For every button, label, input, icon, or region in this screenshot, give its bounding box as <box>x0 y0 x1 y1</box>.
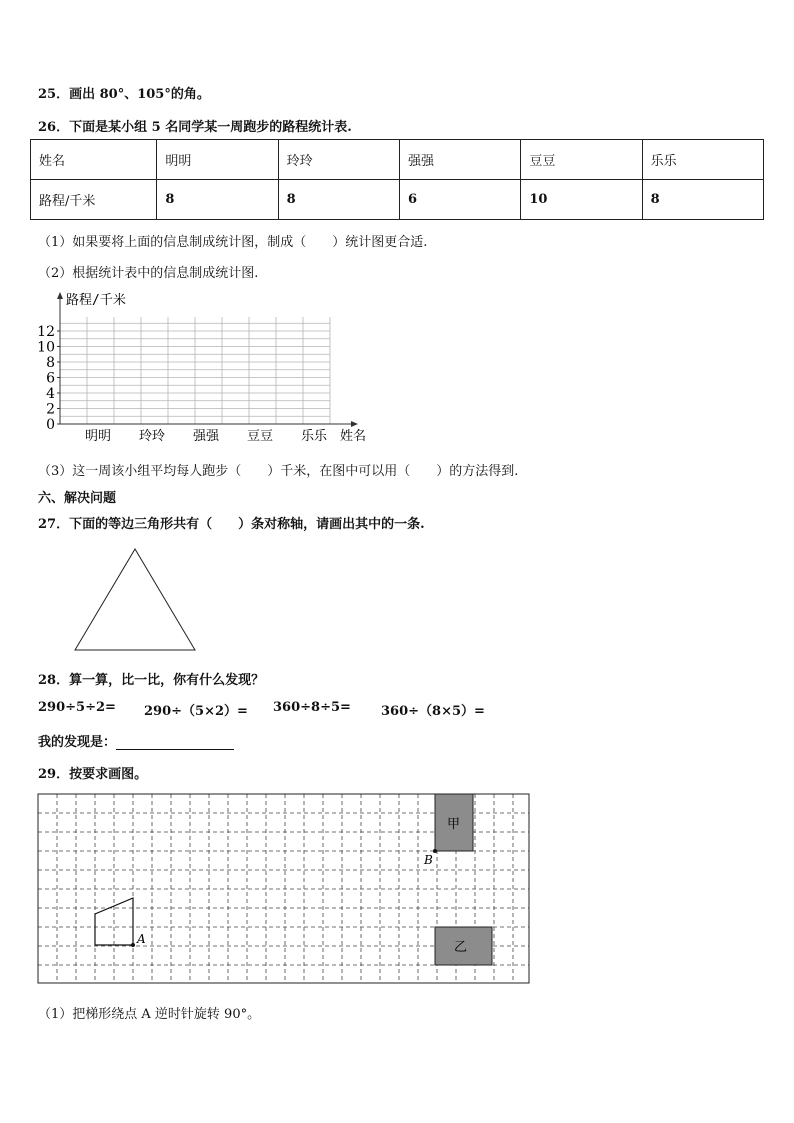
y-tick-label: 8 <box>46 355 55 371</box>
point-a-label: A <box>137 932 146 946</box>
x-category-label: 强强 <box>192 429 220 444</box>
table-cell: 路程/千米 <box>31 180 157 220</box>
x-category-label: 乐乐 <box>300 429 328 444</box>
section-title: 六、解决问题 <box>38 491 117 506</box>
y-tick-label: 0 <box>46 417 55 433</box>
expression-1: 290÷5÷2= <box>38 700 116 715</box>
question-26-sub3: （3）这一周该小组平均每人跑步（ ）千米，在图中可以用（ ）的方法得到. <box>38 464 519 479</box>
question-26-sub1: （1）如果要将上面的信息制成统计图，制成（ ）统计图更合适. <box>38 235 428 250</box>
question-26-sub2: （2）根据统计表中的信息制成统计图. <box>38 266 259 281</box>
table-cell: 姓名 <box>31 140 157 180</box>
table-cell: 10 <box>521 180 642 220</box>
question-27: 27．下面的等边三角形共有（ ）条对称轴，请画出其中的一条. <box>38 517 425 532</box>
point-a <box>131 943 135 947</box>
question-28-title: 28．算一算，比一比，你有什么发现？ <box>38 673 265 688</box>
question-29-sub1: （1）把梯形绕点 A 逆时针旋转 90°。 <box>38 1007 261 1022</box>
question-26-title: 26．下面是某小组 5 名同学某一周跑步的路程统计表. <box>38 120 352 135</box>
x-category-label: 明明 <box>84 429 112 444</box>
y-axis-label: 路程/千米 <box>66 293 126 308</box>
expression-3: 360÷8÷5= <box>273 700 351 715</box>
point-b-label: B <box>424 853 433 867</box>
table-cell: 强强 <box>400 140 521 180</box>
y-tick-label: 12 <box>37 324 55 340</box>
table-cell: 8 <box>278 180 399 220</box>
expression-4: 360÷（8×5）= <box>381 704 485 719</box>
table-cell: 6 <box>400 180 521 220</box>
x-axis-label: 姓名 <box>340 429 367 444</box>
x-category-label: 玲玲 <box>138 429 166 444</box>
table-cell: 8 <box>157 180 278 220</box>
table-cell: 乐乐 <box>642 140 763 180</box>
finding-label: 我的发现是： <box>38 735 117 750</box>
y-tick-label: 10 <box>37 339 55 356</box>
point-b <box>433 849 437 853</box>
question-29-title: 29．按要求画图。 <box>38 767 148 782</box>
table-cell: 豆豆 <box>521 140 642 180</box>
question-25: 25．画出 80°、105°的角。 <box>38 87 210 102</box>
x-category-label: 豆豆 <box>246 429 274 444</box>
y-tick-label: 6 <box>46 370 55 387</box>
expression-2: 290÷（5×2）= <box>144 704 248 719</box>
table-cell: 明明 <box>157 140 278 180</box>
table-cell: 8 <box>642 180 763 220</box>
shape-jia-label: 甲 <box>447 817 461 832</box>
table-cell: 玲玲 <box>278 140 399 180</box>
y-tick-label: 4 <box>46 386 55 402</box>
shape-yi-label: 乙 <box>454 940 468 955</box>
y-tick-label: 2 <box>46 401 55 418</box>
